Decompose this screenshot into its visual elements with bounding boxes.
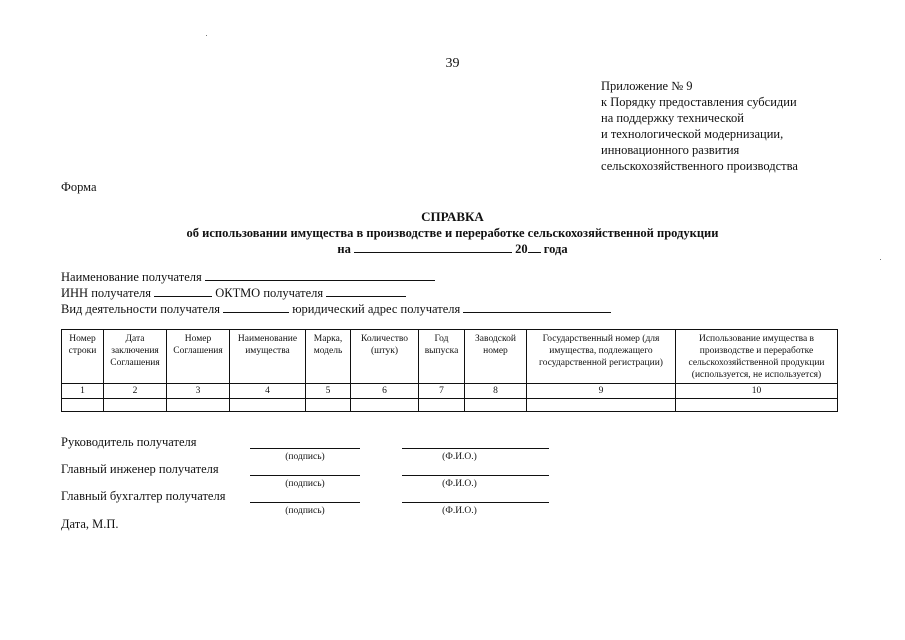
header-year: Год выпуска bbox=[419, 330, 465, 384]
name-line-director bbox=[402, 448, 549, 449]
oktmo-blank bbox=[326, 285, 406, 297]
table-cell bbox=[306, 399, 351, 412]
column-number: 7 bbox=[419, 384, 465, 399]
signature-caption: (подпись) bbox=[285, 506, 325, 516]
table-cell bbox=[167, 399, 230, 412]
table-cell bbox=[419, 399, 465, 412]
legal-address-blank bbox=[463, 301, 611, 313]
header-quantity: Количество (штук) bbox=[351, 330, 419, 384]
signature-caption: (подпись) bbox=[285, 479, 325, 489]
date-stamp-label: Дата, М.П. bbox=[61, 517, 119, 531]
activity-label: Вид деятельности получателя bbox=[61, 302, 220, 316]
inn-label: ИНН получателя bbox=[61, 286, 151, 300]
legal-address-label: юридический адрес получателя bbox=[292, 302, 461, 316]
table-cell bbox=[351, 399, 419, 412]
signature-line-chief-engineer bbox=[250, 475, 360, 476]
title-year-prefix: 20 bbox=[515, 242, 528, 256]
signature-caption: (подпись) bbox=[285, 452, 325, 462]
appendix-note bbox=[601, 78, 798, 174]
table-cell bbox=[465, 399, 527, 412]
property-usage-table bbox=[61, 329, 838, 412]
table-cell bbox=[104, 399, 167, 412]
page-number: 39 bbox=[445, 56, 460, 71]
appendix-line: на поддержку технической bbox=[601, 111, 744, 125]
table-header-row bbox=[62, 330, 838, 384]
signature-role-chief-accountant: Главный бухгалтер получателя bbox=[61, 489, 226, 503]
appendix-line: сельскохозяйственного производства bbox=[601, 159, 798, 173]
activity-address-row bbox=[61, 301, 611, 317]
header-agreement-date: Дата заключения Соглашения bbox=[104, 330, 167, 384]
document-title bbox=[0, 209, 905, 257]
name-line-chief-engineer bbox=[402, 475, 549, 476]
title-year-suffix: года bbox=[543, 242, 568, 256]
date-blank bbox=[354, 241, 512, 253]
column-number: 6 bbox=[351, 384, 419, 399]
name-caption: (Ф.И.О.) bbox=[442, 479, 477, 489]
table-cell bbox=[527, 399, 676, 412]
oktmo-label: ОКТМО получателя bbox=[215, 286, 324, 300]
header-state-number: Государственный номер (для имущества, подлежащего государственной регистрации) bbox=[527, 330, 676, 384]
recipient-fields bbox=[61, 269, 611, 317]
recipient-name-row bbox=[61, 269, 611, 285]
scan-speck bbox=[206, 35, 207, 36]
inn-blank bbox=[154, 285, 212, 297]
column-number: 8 bbox=[465, 384, 527, 399]
column-number: 2 bbox=[104, 384, 167, 399]
header-property-usage: Использование имущества в производстве и переработке сельскохозяйственной продукции (используется, не используется) bbox=[676, 330, 838, 384]
title-date-prefix: на bbox=[337, 242, 351, 256]
signature-line-chief-accountant bbox=[250, 502, 360, 503]
table-cell bbox=[62, 399, 104, 412]
column-number: 5 bbox=[306, 384, 351, 399]
recipient-name-label: Наименование получателя bbox=[61, 270, 202, 284]
table-cell bbox=[676, 399, 838, 412]
column-number: 9 bbox=[527, 384, 676, 399]
scan-speck bbox=[880, 259, 881, 260]
signature-line-director bbox=[250, 448, 360, 449]
header-row-number: Номер строки bbox=[62, 330, 104, 384]
appendix-line: инновационного развития bbox=[601, 143, 740, 157]
header-make-model: Марка, модель bbox=[306, 330, 351, 384]
appendix-line: к Порядку предоставления субсидии bbox=[601, 95, 797, 109]
column-number: 1 bbox=[62, 384, 104, 399]
appendix-line: и технологической модернизации, bbox=[601, 127, 784, 141]
name-caption: (Ф.И.О.) bbox=[442, 452, 477, 462]
header-agreement-number: Номер Соглашения bbox=[167, 330, 230, 384]
name-line-chief-accountant bbox=[402, 502, 549, 503]
signature-role-chief-engineer: Главный инженер получателя bbox=[61, 462, 219, 476]
year-blank bbox=[528, 241, 541, 253]
title-subject: об использовании имущества в производстве и переработке сельскохозяйственной продукции bbox=[186, 226, 719, 240]
column-number: 10 bbox=[676, 384, 838, 399]
activity-blank bbox=[223, 301, 289, 313]
signature-role-director: Руководитель получателя bbox=[61, 435, 197, 449]
recipient-name-blank bbox=[205, 269, 435, 281]
title-date-line bbox=[0, 241, 905, 257]
column-number: 4 bbox=[230, 384, 306, 399]
table-row bbox=[62, 399, 838, 412]
header-property-name: Наименование имущества bbox=[230, 330, 306, 384]
title-heading: СПРАВКА bbox=[421, 209, 484, 224]
inn-oktmo-row bbox=[61, 285, 611, 301]
name-caption: (Ф.И.О.) bbox=[442, 506, 477, 516]
form-label: Форма bbox=[61, 180, 97, 194]
column-number: 3 bbox=[167, 384, 230, 399]
header-serial-number: Заводской номер bbox=[465, 330, 527, 384]
column-number-row bbox=[62, 384, 838, 399]
table-cell bbox=[230, 399, 306, 412]
appendix-line: Приложение № 9 bbox=[601, 79, 693, 93]
